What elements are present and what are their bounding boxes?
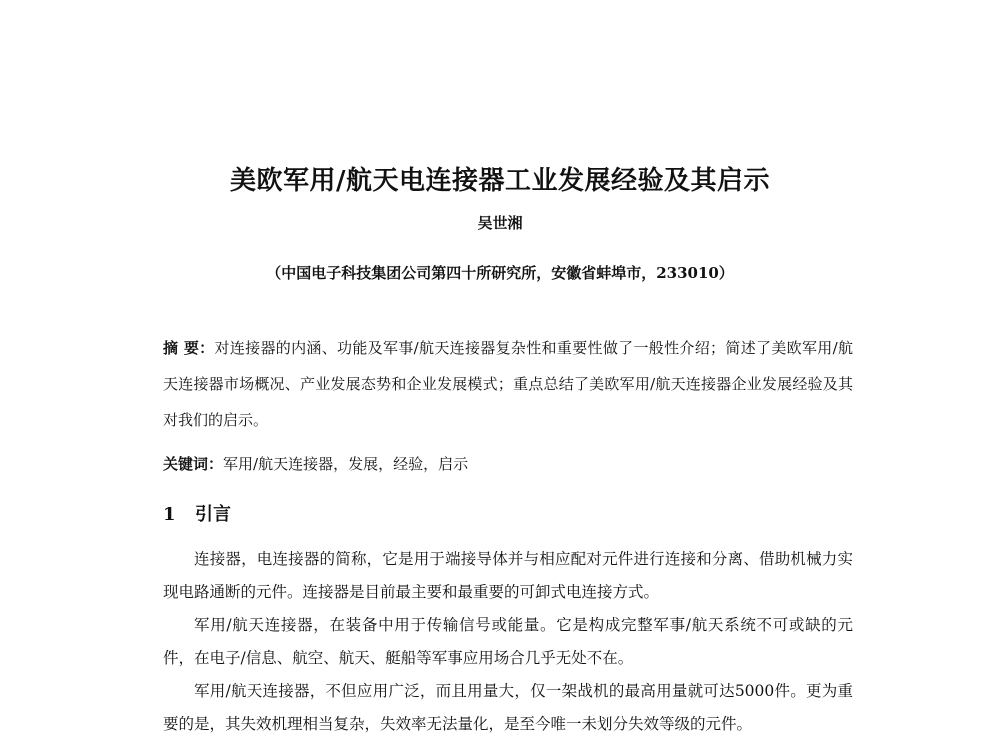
paper-title: 美欧军用/航天电连接器工业发展经验及其启示 <box>230 166 770 196</box>
keywords <box>163 450 853 478</box>
author-name: 吴世湘 <box>477 214 523 232</box>
section-title: 引言 <box>195 504 231 525</box>
author-affiliation: （中国电子科技集团公司第四十所研究所，安徽省蚌埠市，233010） <box>266 264 734 282</box>
body-text <box>163 543 853 741</box>
keywords-label: 关键词： <box>163 455 224 473</box>
paragraph: 连接器，电连接器的简称，它是用于端接导体并与相应配对元件进行连接和分离、借助机械力实现电路通断的元件。连接器是目前最主要和最重要的可卸式电连接方式。 <box>163 550 853 601</box>
abstract-text: 对连接器的内涵、功能及军事/航天连接器复杂性和重要性做了一般性介绍；简述了美欧军用/航天连接器市场概况、产业发展态势和企业发展模式；重点总结了美欧军用/航天连接器企业发展经验及其对我们的启示。 <box>163 339 853 429</box>
section-heading <box>163 500 231 526</box>
abstract <box>163 330 853 438</box>
abstract-label: 摘 要： <box>163 339 215 357</box>
paragraph: 军用/航天连接器，在装备中用于传输信号或能量。它是构成完整军事/航天系统不可或缺的元件，在电子/信息、航空、航天、艇船等军事应用场合几乎无处不在。 <box>163 616 853 667</box>
keywords-text: 军用/航天连接器，发展，经验，启示 <box>223 455 469 473</box>
section-number: 1 <box>163 504 176 525</box>
paragraph: 军用/航天连接器，不但应用广泛，而且用量大，仅一架战机的最高用量就可达5000件。更为重要的是，其失效机理相当复杂，失效率无法量化，是至今唯一未划分失效等级的元件。 <box>163 682 853 733</box>
